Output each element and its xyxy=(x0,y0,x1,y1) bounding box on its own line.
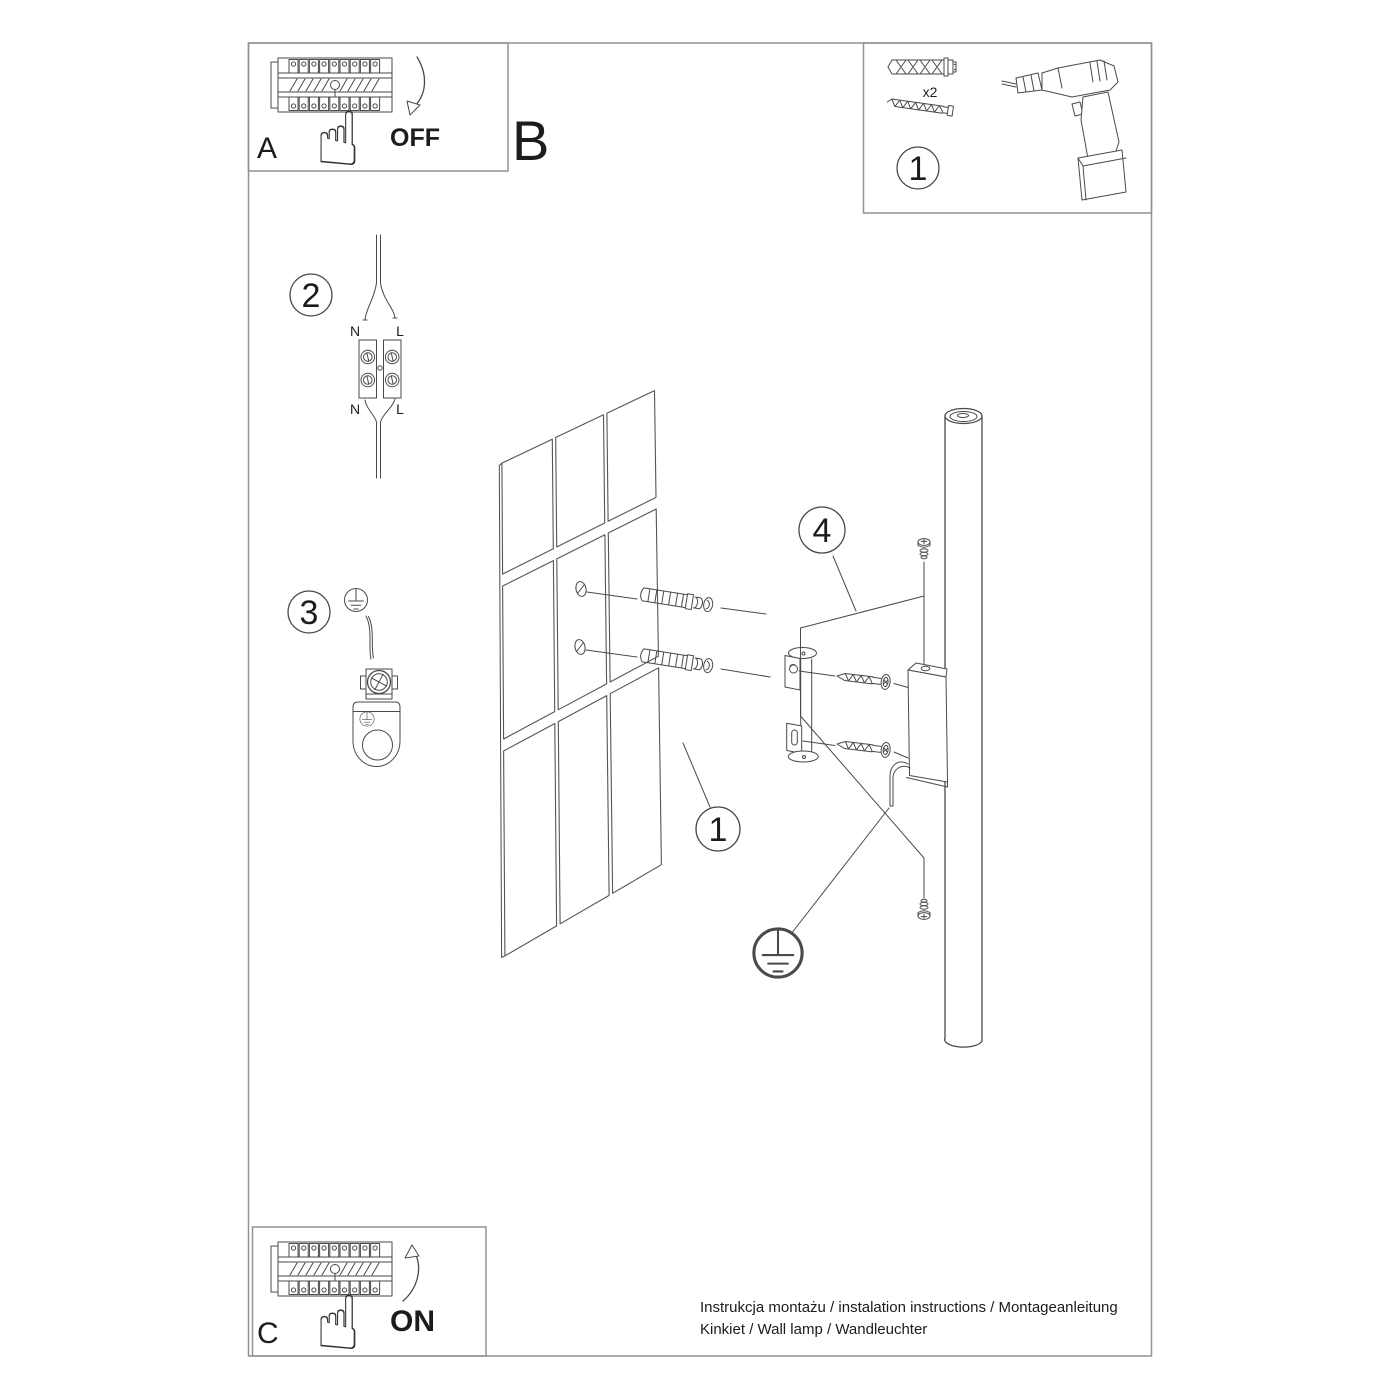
parts-box xyxy=(864,43,1152,213)
mains-cable-icon xyxy=(363,235,397,320)
callout-1-leader xyxy=(683,743,710,807)
mounting-bracket-icon xyxy=(785,648,818,763)
section-b-label: B xyxy=(512,109,550,172)
earth-cable xyxy=(890,762,910,806)
panel-a-switch-off xyxy=(249,43,509,181)
earth-symbol-icon xyxy=(345,589,368,612)
footer-line2: Kinkiet / Wall lamp / Wandleuchter xyxy=(700,1321,928,1338)
wall-plug-icon xyxy=(888,58,956,76)
curved-arrow-down-icon xyxy=(407,57,425,115)
wall-tiles xyxy=(499,391,661,958)
machine-screw-bottom-icon xyxy=(918,899,930,919)
earth-wire xyxy=(366,616,374,659)
fixing-screw-bottom-icon xyxy=(836,737,891,758)
screw-icon xyxy=(887,97,954,116)
drill-icon xyxy=(1002,60,1126,200)
footer xyxy=(700,1299,1118,1338)
panel-a-action-label: OFF xyxy=(390,124,440,152)
callout-1-number: 1 xyxy=(708,811,728,849)
step-3-number: 3 xyxy=(299,594,319,632)
step-3-earth-terminal xyxy=(288,589,400,767)
wire-label-l-top: L xyxy=(396,323,404,339)
wire-label-n-bottom: N xyxy=(349,401,361,417)
mains-cable-bottom-icon xyxy=(365,399,395,478)
pointing-hand-icon: ☝ xyxy=(315,1281,361,1365)
assembly-diagram xyxy=(499,391,982,1048)
anchor-quantity-label: x2 xyxy=(922,84,938,100)
terminal-block-icon xyxy=(359,340,401,398)
step-2-wiring xyxy=(290,235,404,478)
panel-c-switch-on xyxy=(253,1227,487,1365)
step-2-number: 2 xyxy=(301,277,321,315)
lamp-tube xyxy=(945,409,982,1048)
pointing-hand-icon: ☝ xyxy=(315,97,361,181)
machine-screw-top-icon xyxy=(918,539,930,559)
panel-c-label: C xyxy=(257,1317,279,1350)
panel-c-action-label: ON xyxy=(390,1305,435,1338)
screw-guide-lines-right xyxy=(894,684,908,759)
callout-4-number: 4 xyxy=(812,512,832,550)
fixing-screw-top-icon xyxy=(836,669,891,690)
panel-a-label: A xyxy=(257,132,278,165)
earth-indicator xyxy=(753,808,889,978)
earth-screw-terminal-icon xyxy=(361,669,398,699)
curved-arrow-up-icon xyxy=(403,1245,419,1301)
parts-step-number: 1 xyxy=(908,150,928,188)
wire-label-l-bottom: L xyxy=(396,401,404,417)
footer-line1: Instrukcja montażu / instalation instructions / Montageanleitung xyxy=(700,1299,1118,1316)
lamp-base-icon xyxy=(353,702,400,767)
wire-label-n-top: N xyxy=(349,323,361,339)
